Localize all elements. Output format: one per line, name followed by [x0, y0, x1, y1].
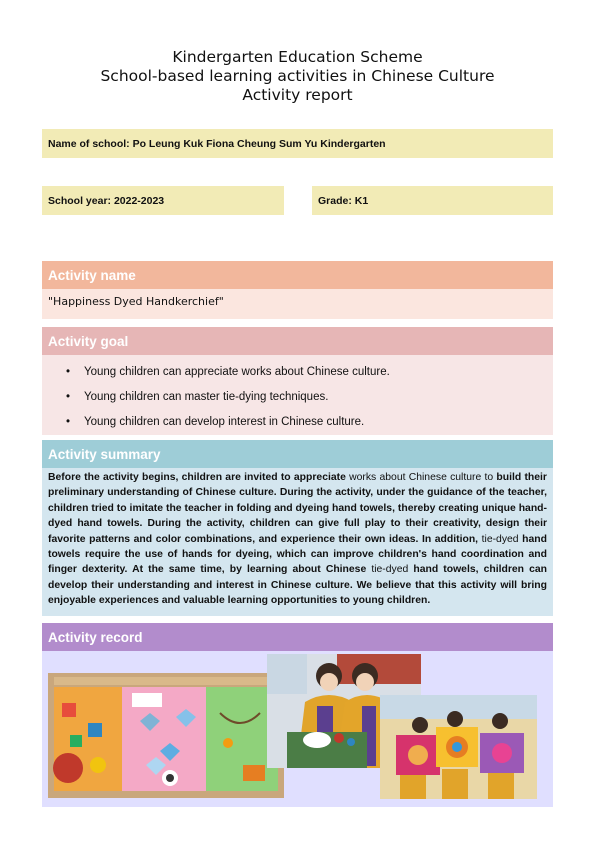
school-year-field: School year: 2022-2023 — [42, 186, 284, 215]
activity-summary-text — [42, 468, 553, 616]
goal-item: • Young children can develop interest in Chinese culture. — [84, 415, 553, 430]
grade-field: Grade: K1 — [312, 186, 553, 215]
summary-segment: tie-dyed — [371, 564, 409, 576]
goal-item: • Young children can appreciate works about Chinese culture. — [84, 365, 553, 380]
goal-item: • Young children can master tie-dying techniques. — [84, 390, 553, 405]
activity-goal-heading: Activity goal — [42, 327, 553, 355]
school-name-field: Name of school: Po Leung Kuk Fiona Cheung Sum Yu Kindergarten — [42, 129, 553, 158]
activity-name-heading: Activity name — [42, 261, 553, 289]
title-line-3: Activity report — [242, 86, 353, 104]
activity-goal-panel — [42, 355, 553, 435]
report-title — [0, 48, 595, 105]
summary-segment: tie-dyed — [481, 533, 519, 545]
summary-segment: build their preliminary understanding of Chinese culture. During the activity, under the guidance of the teacher, children tried to imitate the teacher in folding and dyeing hand towels, thereby creating unique hand-dyed hand towels. During the activity, children can give full play to their creativity, design their favorite patterns and color combinations, and experience their own ideas. In addition, — [48, 472, 547, 545]
handkerchief-showcase-photo — [380, 695, 537, 799]
activity-name-value: "Happiness Dyed Handkerchief" — [42, 289, 553, 319]
activity-summary-heading: Activity summary — [42, 440, 553, 468]
activity-record-heading: Activity record — [42, 623, 553, 651]
summary-segment: hand towels require the use of hands for dyeing, which can improve children's hand coordination and finger dexterity. At the same time, by learning about Chinese — [48, 533, 547, 576]
title-line-2: School-based learning activities in Chinese Culture — [100, 67, 495, 85]
title-line-1: Kindergarten Education Scheme — [172, 48, 423, 66]
summary-segment: Before the activity begins, children are invited to appreciate — [48, 472, 350, 483]
summary-segment: works about Chinese culture to — [349, 472, 494, 483]
wall-display-photo — [48, 673, 284, 798]
summary-segment: hand towels, children can develop their understanding and interest in Chinese culture. We believe that this activity will bring enjoyable experiences and valuable learning opportunities to young children. — [48, 564, 547, 607]
activity-goal-list — [42, 365, 553, 430]
